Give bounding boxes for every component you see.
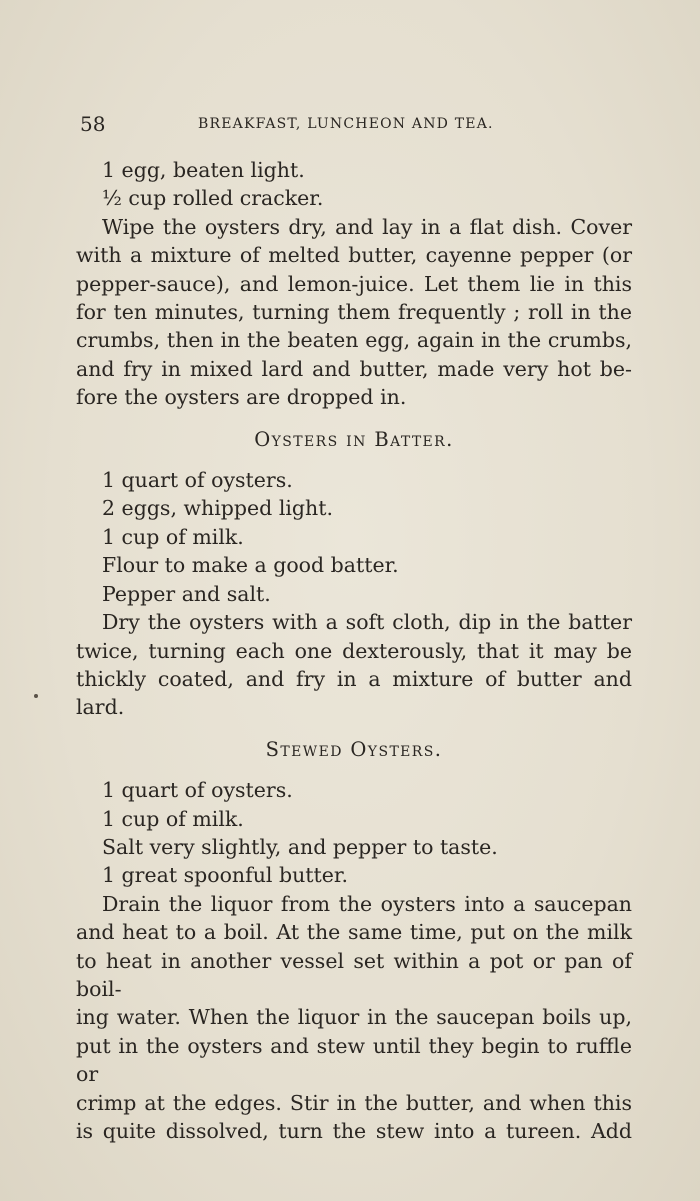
oysters-in-batter-directions — [76, 608, 632, 722]
paper-speck — [34, 694, 38, 698]
recipe-heading-oysters-in-batter: Oysters in Batter. — [254, 427, 454, 451]
direction-line: twice, turning each one dexterously, that it may be — [76, 638, 632, 663]
ingredient-line: Pepper and salt. — [102, 581, 271, 606]
recipe-heading-stewed-oysters: Stewed Oysters. — [265, 737, 443, 761]
direction-line: crumbs, then in the beaten egg, again in the crumbs, — [76, 328, 632, 353]
direction-line: pepper-sauce), and lemon-juice. Let them lie in this — [76, 271, 632, 296]
fried-oysters-directions — [76, 213, 632, 412]
fried-oysters-ingredients — [76, 156, 632, 213]
page-number: 58 — [80, 112, 106, 136]
direction-line: Drain the liquor from the oysters into a saucepan — [102, 891, 632, 916]
direction-line: ing water. When the liquor in the saucepan boils up, — [76, 1005, 632, 1030]
stewed-oysters-ingredients — [76, 776, 632, 890]
stewed-oysters-directions — [76, 890, 632, 1146]
direction-line: crimp at the edges. Stir in the butter, and when this — [76, 1090, 632, 1115]
ingredient-line: 1 quart of oysters. — [102, 778, 293, 803]
page-body — [76, 156, 632, 1145]
direction-line: and heat to a boil. At the same time, put on the milk — [76, 920, 632, 945]
direction-line: and fry in mixed lard and butter, made very hot be- — [76, 356, 632, 381]
ingredient-line: Flour to make a good batter. — [102, 553, 399, 578]
ingredient-line: 1 egg, beaten light. — [102, 158, 305, 182]
direction-line: for ten minutes, turning them frequently ; roll in the — [76, 300, 632, 325]
ingredient-line: 1 cup of milk. — [102, 524, 244, 549]
direction-line: is quite dissolved, turn the stew into a tureen. Add — [76, 1119, 632, 1143]
oysters-in-batter-ingredients — [76, 466, 632, 608]
running-title: BREAKFAST, LUNCHEON AND TEA. — [198, 116, 494, 132]
direction-line: Dry the oysters with a soft cloth, dip in the batter — [102, 610, 632, 635]
ingredient-line: 1 great spoonful butter. — [102, 863, 348, 888]
ingredient-line: 2 eggs, whipped light. — [102, 496, 334, 521]
direction-line: Wipe the oysters dry, and lay in a flat dish. Cover — [102, 214, 632, 239]
direction-line: fore the oysters are dropped in. — [76, 385, 407, 410]
page-header — [80, 112, 640, 138]
ingredient-line: ½ cup rolled cracker. — [102, 186, 324, 211]
direction-line: put in the oysters and stew until they begin to ruffle or — [76, 1033, 632, 1087]
ingredient-line: Salt very slightly, and pepper to taste. — [102, 834, 498, 859]
ingredient-line: 1 cup of milk. — [102, 806, 244, 831]
direction-line: with a mixture of melted butter, cayenne pepper (or — [76, 243, 632, 268]
direction-line: to heat in another vessel set within a pot or pan of boil- — [76, 948, 632, 1001]
ingredient-line: 1 quart of oysters. — [102, 468, 293, 493]
direction-line: thickly coated, and fry in a mixture of butter and lard. — [76, 666, 632, 720]
